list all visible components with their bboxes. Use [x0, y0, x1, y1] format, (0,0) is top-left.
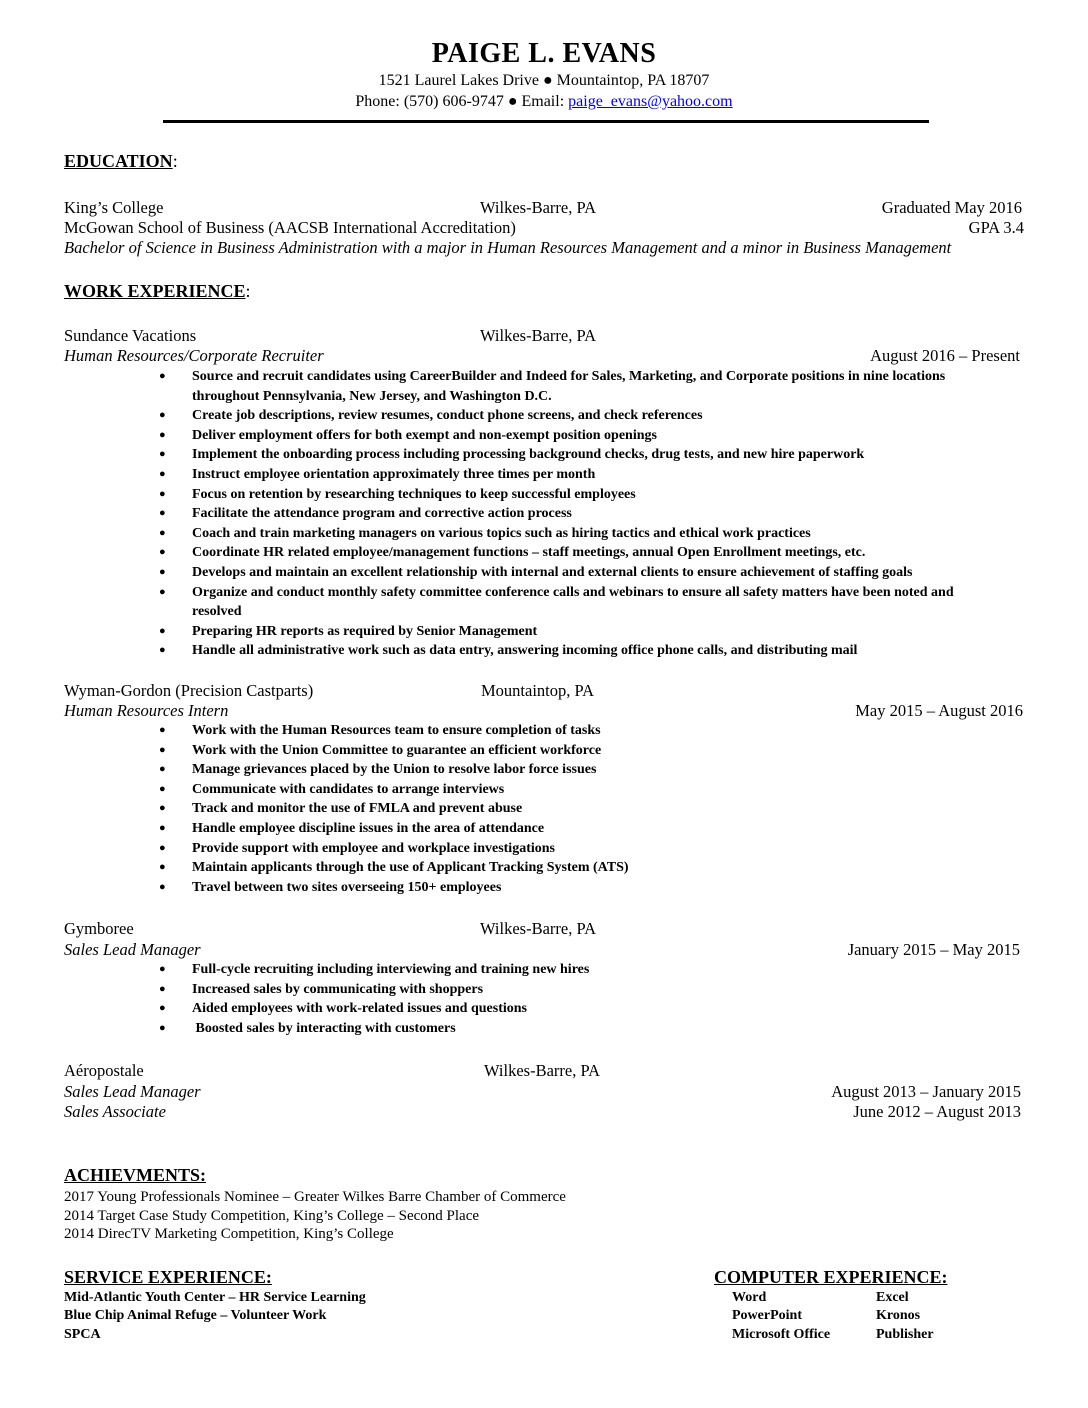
- bullet-icon: ●: [159, 1021, 166, 1034]
- edu-degree: Bachelor of Science in Business Administration with a major in Human Resources Management and a minor in Business Management: [64, 238, 952, 257]
- job-dates: January 2015 – May 2015: [847, 940, 1020, 959]
- list-item: ● Deliver employment offers for both exempt and non-exempt position openings: [192, 426, 954, 446]
- skill-item: PowerPoint: [732, 1308, 802, 1323]
- list-item: ● Provide support with employee and workplace investigations: [192, 839, 629, 859]
- list-item: ● Aided employees with work-related issues and questions: [192, 999, 589, 1019]
- list-item: ● Create job descriptions, review resumes, conduct phone screens, and check references: [192, 406, 954, 426]
- bullet-icon: ●: [159, 585, 166, 598]
- list-item: ● Source and recruit candidates using CareerBuilder and Indeed for Sales, Marketing, and Corporate positions in nine locations: [192, 367, 954, 387]
- computer-heading: COMPUTER EXPERIENCE:: [714, 1267, 948, 1287]
- skill-item: Excel: [876, 1290, 909, 1305]
- job-title: Human Resources/Corporate Recruiter: [64, 346, 324, 365]
- edu-date: Graduated May 2016: [881, 198, 1022, 217]
- list-item: ● Handle employee discipline issues in the area of attendance: [192, 819, 629, 839]
- job-bullets: [159, 721, 629, 897]
- resume-name: PAIGE L. EVANS: [431, 38, 657, 69]
- list-item: resolved: [192, 604, 242, 620]
- job-location: Wilkes-Barre, PA: [480, 919, 597, 938]
- list-item: 2017 Young Professionals Nominee – Greater Wilkes Barre Chamber of Commerce: [64, 1189, 566, 1205]
- list-item: ● Manage grievances placed by the Union to resolve labor force issues: [192, 760, 629, 780]
- skill-item: Publisher: [876, 1327, 934, 1342]
- bullet-icon: ●: [159, 448, 166, 461]
- bullet-icon: ●: [159, 1002, 166, 1015]
- list-item: SPCA: [64, 1327, 101, 1342]
- bullet-icon: ●: [159, 724, 166, 736]
- job-dates: August 2013 – January 2015: [831, 1082, 1021, 1101]
- contact-line: [0, 93, 1088, 111]
- skill-item: Kronos: [876, 1308, 921, 1323]
- list-item: ● Work with the Union Committee to guarantee an efficient workforce: [192, 741, 629, 761]
- job-title: Sales Lead Manager: [64, 940, 201, 959]
- job-location: Mountaintop, PA: [481, 681, 595, 700]
- header-divider: [163, 120, 929, 123]
- job-company: Wyman-Gordon (Precision Castparts): [64, 681, 314, 700]
- list-item: ● Increased sales by communicating with shoppers: [192, 980, 589, 1000]
- bullet-icon: ●: [159, 467, 166, 480]
- list-item: Mid-Atlantic Youth Center – HR Service Learning: [64, 1290, 366, 1305]
- job-location: Wilkes-Barre, PA: [484, 1061, 601, 1080]
- bullet-icon: ●: [159, 880, 166, 893]
- bullet-icon: ●: [159, 546, 166, 559]
- list-item: ● Preparing HR reports as required by Senior Management: [192, 622, 954, 642]
- list-item: ● Maintain applicants through the use of Applicant Tracking System (ATS): [192, 858, 629, 878]
- bullet-icon: ●: [159, 487, 166, 500]
- bullet-icon: ●: [159, 802, 166, 815]
- bullet-icon: ●: [159, 507, 166, 520]
- list-item: ● Coordinate HR related employee/management functions – staff meetings, annual Open Enrollment meetings, etc.: [192, 543, 954, 563]
- bullet-icon: ●: [159, 982, 166, 995]
- list-item: ● Communicate with candidates to arrange interviews: [192, 780, 629, 800]
- skill-item: Word: [732, 1290, 767, 1305]
- list-item: 2014 DirecTV Marketing Competition, King’s College: [64, 1226, 394, 1242]
- bullet-icon: ●: [159, 409, 166, 422]
- bullet-icon: ●: [159, 861, 166, 874]
- list-item: ● Work with the Human Resources team to ensure completion of tasks: [192, 721, 629, 741]
- job-bullets: [159, 960, 590, 1038]
- skill-item: Microsoft Office: [732, 1327, 831, 1342]
- bullet-icon: ●: [159, 743, 166, 756]
- bullet-icon: ●: [159, 428, 166, 441]
- list-item: Blue Chip Animal Refuge – Volunteer Work: [64, 1308, 327, 1323]
- bullet-icon: ●: [159, 782, 166, 795]
- work-heading-wrap: WORK EXPERIENCE:: [64, 281, 251, 301]
- job-company: Sundance Vacations: [64, 326, 197, 345]
- bullet-icon: ●: [159, 370, 166, 382]
- list-item: ● Full-cycle recruiting including interviewing and training new hires: [192, 960, 589, 980]
- list-item: ● Develops and maintain an excellent relationship with internal and external clients to ensure achievement of staffing goals: [192, 563, 954, 583]
- job-title: Sales Lead Manager: [64, 1082, 201, 1101]
- education-heading: EDUCATION: [64, 151, 173, 171]
- job-bullets: [159, 367, 954, 661]
- job-title-secondary: Sales Associate: [64, 1102, 166, 1121]
- list-item: ● Coach and train marketing managers on various topics such as hiring tactics and ethical work practices: [192, 524, 954, 544]
- bullet-icon: ●: [159, 841, 166, 854]
- list-item: ● Track and monitor the use of FMLA and prevent abuse: [192, 799, 629, 819]
- edu-gpa: GPA 3.4: [968, 218, 1024, 237]
- list-item: ● Implement the onboarding process including processing background checks, drug tests, and new hire paperwork: [192, 445, 954, 465]
- edu-program: McGowan School of Business (AACSB International Accreditation): [64, 218, 516, 237]
- service-heading: SERVICE EXPERIENCE:: [64, 1267, 272, 1287]
- list-item: ● Organize and conduct monthly safety committee conference calls and webinars to ensure all safety matters have been noted and: [192, 583, 954, 603]
- job-dates-secondary: June 2012 – August 2013: [853, 1102, 1021, 1121]
- list-item: ● Instruct employee orientation approximately three times per month: [192, 465, 954, 485]
- job-company: Gymboree: [64, 919, 134, 938]
- address-line: 1521 Laurel Lakes Drive ● Mountaintop, PA 18707: [378, 72, 710, 89]
- job-dates: May 2015 – August 2016: [855, 701, 1023, 720]
- list-item: throughout Pennsylvania, New Jersey, and Washington D.C.: [192, 388, 552, 404]
- job-company: Aéropostale: [64, 1061, 144, 1080]
- edu-school: King’s College: [64, 198, 164, 217]
- phone-text: Phone: (570) 606-9747 ● Email:: [355, 93, 569, 110]
- list-item: 2014 Target Case Study Competition, King’s College – Second Place: [64, 1208, 480, 1224]
- work-heading: WORK EXPERIENCE: [64, 281, 246, 301]
- bullet-icon: ●: [159, 963, 166, 975]
- job-title: Human Resources Intern: [64, 701, 229, 720]
- bullet-icon: ●: [159, 565, 166, 578]
- list-item: ● Handle all administrative work such as data entry, answering incoming office phone calls, and distributing mail: [192, 641, 954, 661]
- bullet-icon: ●: [159, 526, 166, 539]
- bullet-icon: ●: [159, 624, 166, 637]
- list-item: ● Travel between two sites overseeing 150+ employees: [192, 878, 629, 898]
- job-dates: August 2016 – Present: [870, 346, 1020, 365]
- list-item: ● Facilitate the attendance program and corrective action process: [192, 504, 954, 524]
- list-item: ● Focus on retention by researching techniques to keep successful employees: [192, 485, 954, 505]
- edu-location: Wilkes-Barre, PA: [480, 198, 597, 217]
- list-item: ● Boosted sales by interacting with customers: [192, 1019, 589, 1039]
- education-heading-wrap: EDUCATION:: [64, 151, 178, 171]
- achievements-heading: ACHIEVMENTS:: [64, 1165, 207, 1185]
- email-link[interactable]: paige_evans@yahoo.com: [568, 93, 733, 110]
- bullet-icon: ●: [159, 821, 166, 834]
- bullet-icon: ●: [159, 763, 166, 776]
- job-location: Wilkes-Barre, PA: [480, 326, 597, 345]
- bullet-icon: ●: [159, 644, 166, 657]
